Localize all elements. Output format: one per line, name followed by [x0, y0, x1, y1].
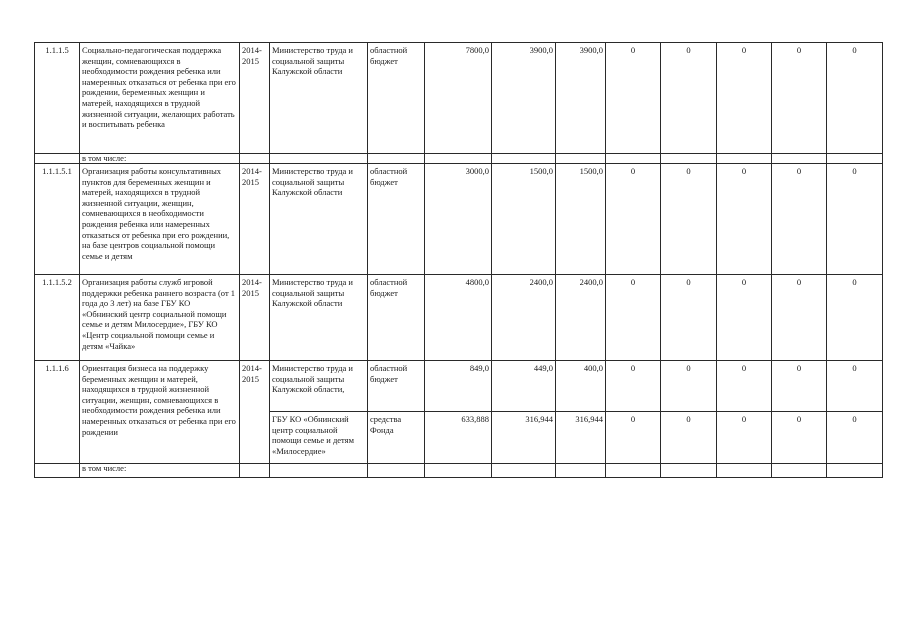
amount-2014: 449,0 — [492, 361, 556, 412]
amount-col: 0 — [772, 43, 827, 154]
row-code: 1.1.1.5 — [35, 43, 80, 154]
table-row — [35, 275, 883, 361]
amount-2015: 1500,0 — [556, 164, 606, 275]
amount-2015: 400,0 — [556, 361, 606, 412]
period: 2014-2015 — [240, 361, 270, 464]
amount-total: 849,0 — [425, 361, 492, 412]
amount-total: 3000,0 — [425, 164, 492, 275]
including-label: в том числе: — [80, 154, 240, 164]
amount-col: 0 — [717, 43, 772, 154]
row-code: 1.1.1.5.2 — [35, 275, 80, 361]
amount-col: 0 — [717, 361, 772, 412]
amount-2015: 2400,0 — [556, 275, 606, 361]
amount-col: 0 — [606, 275, 661, 361]
amount-col: 0 — [827, 275, 883, 361]
period: 2014-2015 — [240, 275, 270, 361]
table-row — [35, 164, 883, 275]
amount-col: 0 — [606, 412, 661, 464]
amount-col: 0 — [661, 275, 717, 361]
activity-name: Организация работы служб игровой поддержки ребенка раннего возраста (от 1 года до 3 лет) на базе ГБУ КО «Обнинский центр социальной помощи семье и детям Милосердие», ГБУ КО «Центр социальной помощи семье и детям «Чайка» — [80, 275, 240, 361]
executor: ГБУ КО «Обнинский центр социальной помощи семье и детям «Милосердие» — [270, 412, 368, 464]
amount-col: 0 — [606, 361, 661, 412]
amount-2015: 3900,0 — [556, 43, 606, 154]
amount-2014: 316,944 — [492, 412, 556, 464]
amount-col: 0 — [661, 361, 717, 412]
row-code: 1.1.1.6 — [35, 361, 80, 464]
amount-col: 0 — [606, 43, 661, 154]
activity-name: Социально-педагогическая поддержка женщин, сомневающихся в необходимости рождения ребенка или намеренных отказаться от ребенка при его рождении, беременных женщин и матерей, находящихся в трудной жизненной ситуации, желающих работать и воспитывать ребенка — [80, 43, 240, 154]
table-row — [35, 43, 883, 154]
amount-col: 0 — [661, 164, 717, 275]
row-code: 1.1.1.5.1 — [35, 164, 80, 275]
amount-col: 0 — [827, 412, 883, 464]
amount-2014: 1500,0 — [492, 164, 556, 275]
amount-col: 0 — [717, 164, 772, 275]
funding-source: областной бюджет — [368, 43, 425, 154]
executor: Министерство труда и социальной защиты Калужской области — [270, 164, 368, 275]
activity-name: Ориентация бизнеса на поддержку беременных женщин и матерей, находящихся в трудной жизненной ситуации, женщин, сомневающихся в необходимости рождения ребенка или намеренных отказаться от ребенка при его рождении — [80, 361, 240, 464]
executor: Министерство труда и социальной защиты Калужской области — [270, 43, 368, 154]
amount-total: 7800,0 — [425, 43, 492, 154]
amount-total: 633,888 — [425, 412, 492, 464]
amount-col: 0 — [661, 43, 717, 154]
table-row — [35, 154, 883, 164]
amount-col: 0 — [661, 412, 717, 464]
amount-col: 0 — [717, 412, 772, 464]
funding-source: областной бюджет — [368, 275, 425, 361]
amount-col: 0 — [827, 361, 883, 412]
amount-col: 0 — [772, 275, 827, 361]
funding-source: областной бюджет — [368, 361, 425, 412]
amount-total: 4800,0 — [425, 275, 492, 361]
funding-source: областной бюджет — [368, 164, 425, 275]
period: 2014-2015 — [240, 164, 270, 275]
amount-2014: 3900,0 — [492, 43, 556, 154]
amount-col: 0 — [772, 164, 827, 275]
amount-col: 0 — [606, 164, 661, 275]
amount-col: 0 — [717, 275, 772, 361]
funding-source: средства Фонда — [368, 412, 425, 464]
amount-col: 0 — [827, 43, 883, 154]
amount-col: 0 — [772, 361, 827, 412]
table-row — [35, 464, 883, 478]
table-row — [35, 361, 883, 412]
amount-col: 0 — [772, 412, 827, 464]
executor: Министерство труда и социальной защиты Калужской области — [270, 275, 368, 361]
amount-2015: 316,944 — [556, 412, 606, 464]
activity-name: Организация работы консультативных пунктов для беременных женщин и матерей, находящихся в трудной жизненной ситуации, женщин, сомневающихся в необходимости рождения ребенка или намеренных отказаться от ребенка при его рождении, на базе центров социальной помощи семье и детям — [80, 164, 240, 275]
executor: Министерство труда и социальной защиты Калужской области, — [270, 361, 368, 412]
amount-2014: 2400,0 — [492, 275, 556, 361]
amount-col: 0 — [827, 164, 883, 275]
including-label: в том числе: — [80, 464, 240, 478]
program-activities-table — [34, 42, 883, 478]
period: 2014-2015 — [240, 43, 270, 154]
